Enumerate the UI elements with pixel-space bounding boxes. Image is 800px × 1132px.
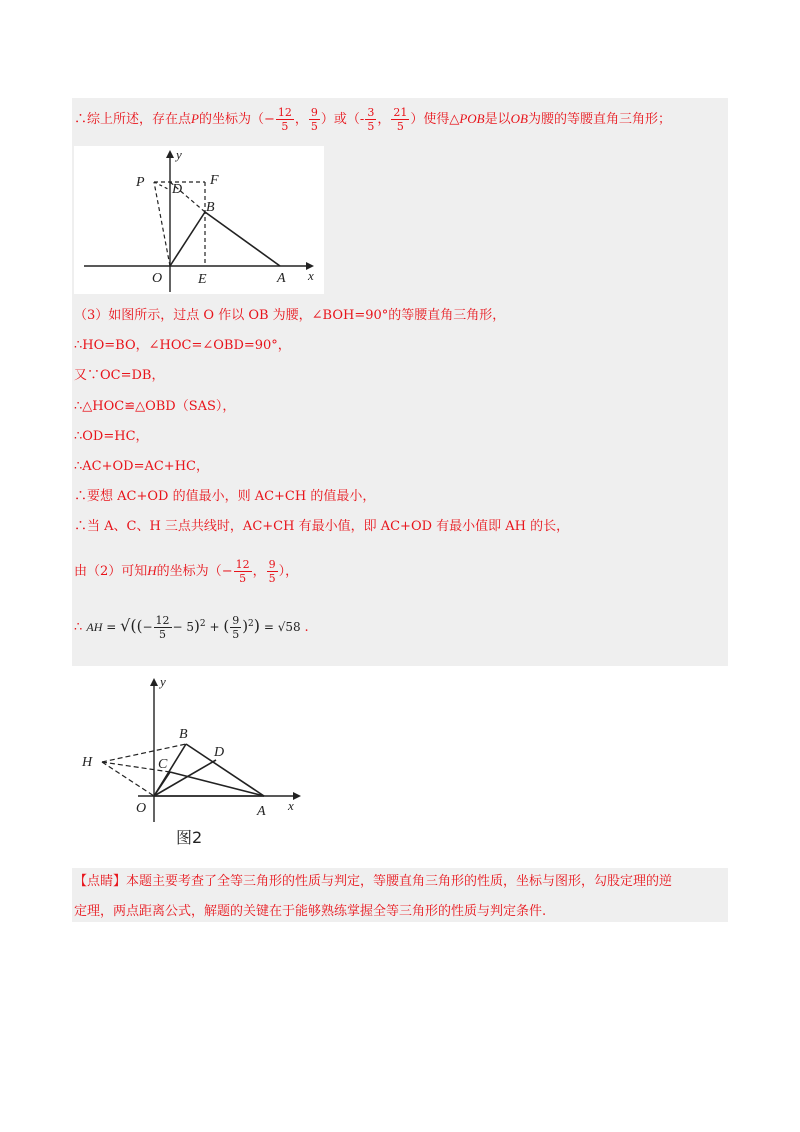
label-A: A	[277, 271, 286, 286]
label-E: E	[198, 272, 207, 287]
step-8: ∴当 A、C、H 三点共线时，AC+CH 有最小值，即 AC+OD 有最小值即 AH 的长，	[74, 519, 570, 534]
label-D: D	[214, 745, 225, 760]
comment-line-1: 【点睛】本题主要考查了全等三角形的性质与判定，等腰直角三角形的性质，坐标与图形，勾股定理的逆	[74, 874, 673, 889]
label-x: x	[308, 268, 314, 283]
label-O: O	[152, 271, 163, 286]
fraction: $\frac{12}{5}$	[277, 106, 292, 133]
step-7: ∴要想 AC+OD 的值最小，则 AC+CH 的值最小，	[74, 489, 376, 504]
comment-line-2: 定理，两点距离公式，解题的关键在于能够熟练掌握全等三角形的性质与判定条件.	[74, 904, 547, 919]
label-O: O	[136, 801, 147, 816]
ah-formula: AH = √((− $\frac{12}{5}$ − 5)$^2$ + ( $\frac{9}{5}$ )$^2$) = √58	[86, 614, 301, 641]
label-x: x	[288, 798, 294, 813]
fraction: $\frac{9}{5}$	[310, 106, 318, 133]
fraction: $\frac{3}{5}$	[367, 106, 375, 133]
label-y: y	[176, 147, 182, 162]
conclusion-line: ∴综上所述，存在点P的坐标为（− $\frac{12}{5}$ ， $\frac{9}{5}$ ）或（- $\frac{3}{5}$ ， $\frac{21}{5}$ ）使得△POB是以OB为腰的等腰直角三角形；	[74, 106, 671, 133]
label-B: B	[179, 727, 188, 742]
step-3: 又∵OC=DB，	[74, 368, 165, 383]
label-P: P	[136, 175, 145, 190]
label-D: D	[172, 182, 183, 197]
ah-formula-line: ∴ AH = √((− $\frac{12}{5}$ − 5)$^2$ + ( $\frac{9}{5}$ )$^2$) = √58 .	[74, 614, 309, 641]
fraction: $\frac{12}{5}$	[155, 614, 170, 641]
step-4: ∴△HOC≌△OBD（SAS），	[74, 399, 236, 414]
label-A: A	[257, 804, 266, 819]
h-coordinate-line: 由（2）可知H的坐标为（− $\frac{12}{5}$ ， $\frac{9}{5}$ ），	[74, 558, 299, 585]
label-H: H	[82, 755, 93, 770]
fraction: $\frac{9}{5}$	[268, 558, 276, 585]
step-6: ∴AC+OD=AC+HC，	[74, 459, 209, 474]
fraction: $\frac{12}{5}$	[235, 558, 250, 585]
step-1: （3）如图所示，过点 O 作以 OB 为腰，∠BOH=90°的等腰直角三角形，	[74, 308, 506, 323]
fraction: $\frac{9}{5}$	[232, 614, 240, 641]
step-5: ∴OD=HC，	[74, 429, 149, 444]
figure-2	[74, 672, 308, 856]
comment-tag: 【点睛】	[74, 874, 127, 889]
label-C: C	[158, 757, 168, 772]
label-B: B	[206, 200, 215, 215]
figure-1-diagram	[74, 146, 324, 294]
label-y: y	[160, 674, 166, 689]
figure-caption: 图2	[176, 828, 203, 847]
label-F: F	[210, 173, 219, 188]
fraction: $\frac{21}{5}$	[393, 106, 408, 133]
step-2: ∴HO=BO，∠HOC=∠OBD=90°，	[74, 338, 291, 353]
figure-2-diagram	[74, 672, 308, 856]
figure-1	[74, 146, 324, 294]
